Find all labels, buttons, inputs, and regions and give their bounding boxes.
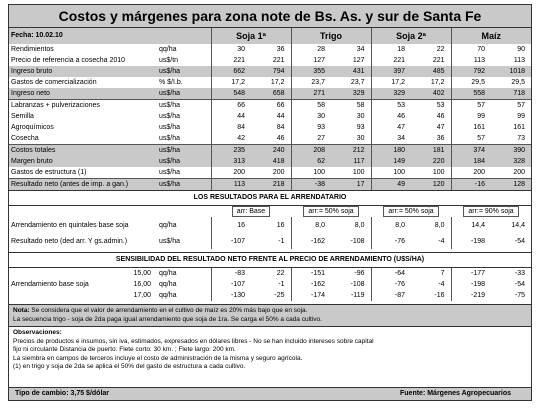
value-cell: 120: [432, 181, 445, 188]
value-cell: 23,7: [350, 79, 365, 86]
value-cell: 794: [272, 68, 285, 75]
value-cell: -151: [291, 268, 331, 279]
value-cell: -76: [371, 279, 411, 290]
row-label: Labranzas + pulverizaciones: [11, 102, 100, 109]
table-row: [9, 279, 531, 290]
main-table: [9, 28, 531, 190]
value-cell: 235: [211, 145, 251, 157]
value-cell: 313: [211, 156, 251, 167]
value-cell: 28: [291, 44, 331, 55]
value-cell: -107: [211, 233, 251, 249]
value-cell: -75: [514, 292, 525, 299]
value-cell: 221: [211, 55, 251, 66]
spacer-cell: [9, 290, 121, 301]
value-cell: -198: [451, 233, 491, 249]
value-cell: 16: [211, 217, 251, 233]
row-unit: % $/I.b.: [159, 79, 183, 86]
value-cell: -54: [514, 237, 525, 245]
crop-header-soja2: Soja 2ª: [371, 28, 451, 44]
arr-header-base: arr: Base: [232, 206, 270, 217]
value-cell: 57: [451, 100, 491, 112]
value-cell: 485: [432, 68, 445, 75]
table-row: [9, 133, 531, 145]
value-cell: 36: [276, 46, 285, 53]
value-cell: 17,2: [270, 79, 285, 86]
row-unit: us$/ha: [159, 158, 181, 165]
sheet-date: Fecha: 10.02.10: [11, 32, 63, 39]
value-cell: 127: [291, 55, 331, 66]
value-cell: 100: [411, 167, 451, 179]
value-cell: 17: [356, 181, 365, 188]
value-cell: 16: [276, 221, 285, 229]
value-cell: 57: [451, 133, 491, 145]
value-cell: 548: [211, 88, 251, 100]
row-unit: us$/ha: [157, 88, 211, 100]
value-cell: 221: [371, 55, 411, 66]
value-cell: 113: [513, 57, 526, 64]
value-cell: 44: [276, 113, 285, 120]
value-cell: 53: [371, 100, 411, 112]
table-row: [9, 111, 531, 122]
value-cell: -198: [451, 279, 491, 290]
value-cell: 161: [451, 122, 491, 133]
value-cell: 208: [291, 145, 331, 157]
value-cell: 792: [451, 66, 491, 77]
table-row: [9, 55, 531, 66]
row-unit: us$/ha: [159, 113, 181, 120]
value-cell: 117: [353, 158, 365, 165]
value-cell: -25: [274, 292, 285, 299]
value-cell: -64: [371, 268, 411, 279]
value-cell: 200: [211, 167, 251, 179]
crop-header-trigo: Trigo: [291, 28, 371, 44]
value-cell: 161: [513, 124, 526, 131]
table-row: [9, 156, 531, 167]
main-table-body: [9, 44, 531, 190]
obs-line-3: La siembra en campos de terceros incluye el costo de administración de la misma y seguro agrícola.: [13, 354, 303, 362]
value-cell: 127: [352, 57, 365, 64]
crop-header-soja1: Soja 1ª: [211, 28, 291, 44]
value-cell: 355: [291, 66, 331, 77]
row-label: Ingreso neto: [9, 88, 157, 100]
value-cell: -4: [438, 237, 445, 245]
table-row: [9, 145, 531, 157]
value-cell: -87: [371, 290, 411, 301]
value-cell: 99: [451, 111, 491, 122]
row-label: Semilla: [11, 113, 34, 120]
value-cell: 8,0: [434, 221, 445, 229]
value-cell: 36: [411, 133, 451, 145]
value-cell: 218: [272, 181, 285, 188]
value-cell: 221: [272, 57, 285, 64]
table-row: [9, 217, 531, 233]
nota-label: Nota:: [13, 307, 30, 314]
row-unit: us$/ha: [159, 68, 181, 75]
nota-line-1: Se considera que el valor de arrendamiento en el cultivo de maíz es 20% más bajo que en soja.: [31, 307, 308, 314]
value-cell: 658: [251, 88, 291, 100]
value-cell: -96: [354, 270, 365, 277]
value-cell: 113: [451, 55, 491, 66]
value-cell: 200: [491, 167, 531, 179]
row-unit: qq/ha: [159, 46, 177, 53]
value-cell: -4: [438, 281, 445, 288]
value-cell: 221: [432, 57, 445, 64]
value-cell: -16: [434, 292, 445, 299]
sensitivity-table: [9, 268, 531, 301]
value-cell: 23,7: [291, 77, 331, 88]
value-cell: 100: [331, 167, 371, 179]
row-unit: qq/ha: [159, 270, 177, 277]
row-unit: us$/ha: [157, 133, 211, 145]
sheet-title: Costos y márgenes para zona note de Bs. As. y sur de Santa Fe: [9, 5, 531, 28]
value-cell: 271: [291, 88, 331, 100]
value-cell: 44: [211, 111, 251, 122]
value-cell: 47: [371, 122, 411, 133]
value-cell: 8,0: [354, 221, 365, 229]
exchange-rate: Tipo de cambio: 3,75 $/dólar: [15, 390, 110, 397]
row-label: Arrendamiento en quintales base soja: [11, 221, 129, 229]
table-row: [9, 88, 531, 100]
row-unit: qq/ha: [159, 221, 177, 229]
obs-line-4: (1) en trigo y soja de 2da se aplica el 50% del gasto de estructura a cada cultivo.: [13, 363, 246, 370]
value-cell: 46: [251, 133, 291, 145]
sensitivity-section-title: SENSIBILIDAD DEL RESULTADO NETO FRENTE AL PRECIO DE ARRENDAMIENTO (U$S/HA): [9, 252, 531, 268]
value-cell: -76: [371, 233, 411, 249]
value-cell: 29,5: [451, 77, 491, 88]
row-label: Ingreso bruto: [11, 68, 53, 75]
value-cell: -83: [211, 268, 251, 279]
value-cell: 27: [291, 133, 331, 145]
value-cell: -162: [291, 279, 331, 290]
table-row: [9, 77, 531, 88]
observaciones-block: [9, 326, 531, 374]
value-cell: 113: [211, 179, 251, 191]
value-cell: -16: [451, 179, 491, 191]
crop-header-row: [9, 28, 531, 44]
value-cell: 329: [371, 88, 411, 100]
value-cell: 662: [211, 66, 251, 77]
table-row: [9, 290, 531, 301]
value-cell: 53: [436, 102, 445, 109]
row-label: Gastos de comercialización: [11, 79, 97, 86]
sensitivity-qq: 17,00: [133, 292, 151, 299]
nota-line-2: La secuencia trigo - soja de 2da paga igual arrendamiento que soja de 1ra. Se carga el 50% a cada cultivo.: [13, 315, 322, 323]
row-label: Resultado neto (ded arr. Y gs.admin.): [11, 237, 128, 245]
row-label: Rendimientos: [11, 46, 54, 53]
row-unit: us$/ha: [159, 102, 181, 109]
value-cell: -108: [350, 281, 365, 288]
row-label: Precio de referencia a cosecha 2010: [11, 57, 126, 64]
sensitivity-qq: 15,00: [133, 270, 151, 277]
value-cell: 30: [356, 113, 365, 120]
row-unit: us$/ha: [157, 167, 211, 179]
value-cell: 84: [276, 124, 285, 131]
arrendatario-table: [9, 206, 531, 249]
row-unit: us$/ha: [159, 181, 181, 188]
row-label: Agroquímicos: [11, 124, 54, 131]
value-cell: 84: [211, 122, 251, 133]
value-cell: 431: [352, 68, 365, 75]
value-cell: 58: [356, 102, 365, 109]
value-cell: -177: [451, 268, 491, 279]
table-row: [9, 100, 531, 112]
value-cell: 181: [432, 147, 445, 154]
arrendatario-section-title: LOS RESULTADOS PARA EL ARRENDATARIO: [9, 190, 531, 206]
row-unit: us$/tn: [159, 57, 179, 64]
arrendatario-header-row: [9, 206, 531, 217]
table-row: [9, 44, 531, 55]
value-cell: 100: [371, 167, 411, 179]
table-row: [9, 233, 531, 249]
value-cell: 17,2: [371, 77, 411, 88]
obs-line-1: Precios de productos e insumos, sin iva, estimados, expresados en dólares libres - No se han incluido intereses sobre capital: [13, 337, 374, 345]
value-cell: -108: [350, 237, 365, 245]
value-cell: 47: [436, 124, 445, 131]
row-label: Resultado neto (antes de imp. a gan.): [11, 181, 129, 188]
value-cell: 34: [371, 133, 411, 145]
value-cell: 14,4: [511, 221, 525, 229]
value-cell: 374: [451, 145, 491, 157]
sensitivity-label: Arrendamiento base soja: [11, 281, 89, 288]
value-cell: 180: [371, 145, 411, 157]
value-cell: 66: [211, 100, 251, 112]
value-cell: -38: [291, 179, 331, 191]
value-cell: -54: [514, 281, 525, 288]
footer: [9, 387, 531, 400]
nota-block: [9, 304, 531, 326]
value-cell: 402: [411, 88, 451, 100]
value-cell: 329: [331, 88, 371, 100]
value-cell: 46: [436, 113, 445, 120]
value-cell: -1: [278, 281, 285, 288]
sensitivity-qq: 16,00: [133, 281, 151, 288]
value-cell: 66: [276, 102, 285, 109]
arr-header-trigo: arr:= 50% soja: [303, 206, 358, 217]
value-cell: 58: [291, 100, 331, 112]
value-cell: -219: [451, 290, 491, 301]
value-cell: -1: [278, 237, 285, 245]
value-cell: 390: [513, 147, 526, 154]
value-cell: 200: [451, 167, 491, 179]
value-cell: -130: [211, 290, 251, 301]
value-cell: 90: [517, 46, 526, 53]
value-cell: 220: [432, 158, 445, 165]
observaciones-label: Observaciones:: [13, 329, 62, 336]
value-cell: 184: [451, 156, 491, 167]
value-cell: 240: [272, 147, 285, 154]
sensitivity-body: [9, 268, 531, 301]
value-cell: -119: [351, 292, 365, 299]
value-cell: 30: [331, 133, 371, 145]
table-row: [9, 66, 531, 77]
row-unit: qq/ha: [159, 281, 177, 288]
value-cell: 8,0: [291, 217, 331, 233]
value-cell: 128: [513, 181, 526, 188]
value-cell: 212: [352, 147, 365, 154]
value-cell: 30: [211, 44, 251, 55]
value-cell: 22: [276, 270, 285, 277]
value-cell: 718: [491, 88, 531, 100]
value-cell: 558: [451, 88, 491, 100]
row-label: Margen bruto: [11, 158, 53, 165]
row-unit: qq/ha: [159, 292, 177, 299]
value-cell: -33: [514, 270, 525, 277]
value-cell: 99: [517, 113, 526, 120]
value-cell: 17,2: [211, 77, 251, 88]
cost-margin-sheet: [8, 4, 532, 401]
value-cell: 30: [291, 111, 331, 122]
value-cell: 8,0: [371, 217, 411, 233]
row-label: Gastos de estructura (1): [9, 167, 157, 179]
value-cell: -174: [291, 290, 331, 301]
value-cell: 42: [211, 133, 251, 145]
value-cell: 73: [491, 133, 531, 145]
value-cell: 149: [371, 156, 411, 167]
value-cell: 46: [371, 111, 411, 122]
value-cell: 22: [436, 46, 445, 53]
value-cell: 328: [513, 158, 526, 165]
row-unit: us$/ha: [159, 237, 181, 245]
table-row: [9, 122, 531, 133]
value-cell: 18: [371, 44, 411, 55]
value-cell: 29,5: [511, 79, 526, 86]
value-cell: 34: [356, 46, 365, 53]
value-cell: -107: [211, 279, 251, 290]
value-cell: 49: [371, 179, 411, 191]
row-label: Cosecha: [9, 133, 157, 145]
value-cell: 93: [291, 122, 331, 133]
row-label: Costos totales: [11, 147, 56, 154]
value-cell: 93: [356, 124, 365, 131]
value-cell: 1018: [509, 68, 526, 75]
crop-header-maiz: Maíz: [451, 28, 531, 44]
arr-header-soja2: arr:= 50% soja: [383, 206, 438, 217]
table-row: [9, 268, 531, 279]
row-unit: us$/ha: [159, 124, 181, 131]
value-cell: 397: [371, 66, 411, 77]
value-cell: 418: [272, 158, 285, 165]
value-cell: 70: [451, 44, 491, 55]
spacer-cell: [9, 268, 121, 279]
value-cell: 7: [440, 270, 445, 277]
value-cell: 200: [251, 167, 291, 179]
obs-line-2: fijo ni circulante Distancia de puerto: Flete corto: 30 km. ; Flete largo: 200 km.: [13, 346, 236, 353]
table-row: [9, 167, 531, 179]
table-row: [9, 179, 531, 191]
source-credit: Fuente: Márgenes Agropecuarios: [400, 390, 511, 397]
value-cell: 57: [517, 102, 526, 109]
value-cell: 100: [291, 167, 331, 179]
arrendatario-body: [9, 217, 531, 249]
value-cell: -162: [291, 233, 331, 249]
value-cell: 14,4: [451, 217, 491, 233]
arr-header-maiz: arr:= 90% soja: [463, 206, 518, 217]
row-unit: us$/ha: [159, 147, 181, 154]
value-cell: 17,2: [430, 79, 445, 86]
value-cell: 62: [291, 156, 331, 167]
